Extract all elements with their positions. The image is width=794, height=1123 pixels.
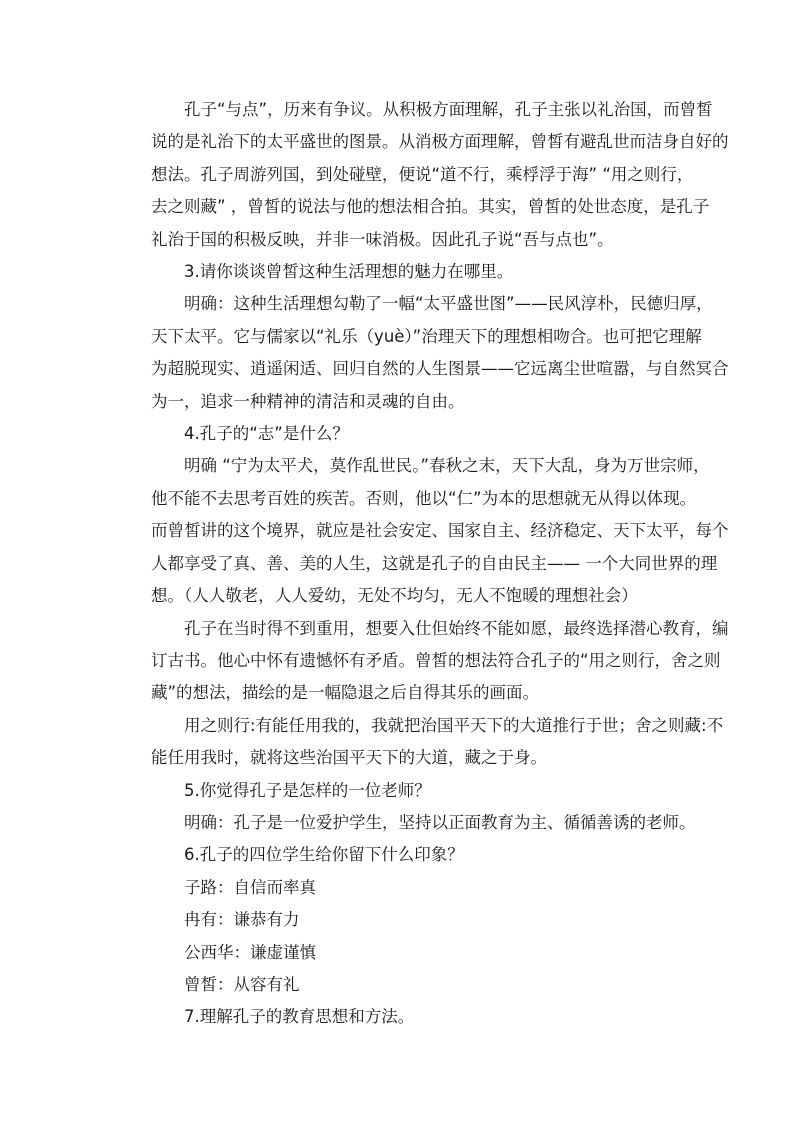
question-5 xyxy=(118,775,678,807)
document-body xyxy=(118,94,729,1034)
text-line: 3.请你谈谈曾皙这种生活理想的魅力在哪里。 xyxy=(184,262,514,282)
answer-5 xyxy=(118,807,696,839)
text-line: 订古书。他心中怀有遗憾怀有矛盾。曾皙的想法符合孔子的“用之则行，舍之则 xyxy=(151,650,721,670)
text-line: 为一，追求一种精神的清洁和灵魂的自由。 xyxy=(151,391,465,411)
text-line: 礼治于国的积极反映，并非一味消极。因此孔子说“吾与点也”。 xyxy=(151,229,614,249)
answer-3 xyxy=(118,288,729,418)
text-line: 能任用我时，就将这些治国平天下的大道，藏之于身。 xyxy=(151,748,547,768)
question-6 xyxy=(118,839,678,871)
student-zilu xyxy=(118,872,678,904)
question-4 xyxy=(118,418,678,450)
text-line: 明确：这种生活理想勾勒了一幅“太平盛世图”——民风淳朴，民德归厚， xyxy=(184,294,713,314)
question-7 xyxy=(118,1001,678,1033)
text-line: 曾皙：从容有礼 xyxy=(184,974,300,994)
student-zengxi xyxy=(118,969,678,1001)
text-line: 用之则行:有能任用我的，我就把治国平天下的大道推行于世；舍之则藏:不 xyxy=(184,715,724,735)
question-3 xyxy=(118,256,678,288)
text-line: 他不能不去思考百姓的疾苦。否则，他以“仁”为本的思想就无从得以体现。 xyxy=(151,488,697,508)
text-line: 想。（人人敬老，人人爱幼，无处不均匀，无人不饱暖的理想社会） xyxy=(151,586,638,606)
text-line: 而曾皙讲的这个境界，就应是社会安定、国家自主、经济稳定、天下太平，每个 xyxy=(151,521,729,541)
text-line: 孔子在当时得不到重用，想要入仕但始终不能如愿，最终选择潜心教育，编 xyxy=(184,618,729,638)
text-line: 想法。孔子周游列国，到处碰壁，便说“道不行，乘桴浮于海” “用之则行， xyxy=(151,164,694,184)
text-line: 7.理解孔子的教育思想和方法。 xyxy=(184,1007,415,1027)
text-line: 去之则藏” ，曾皙的说法与他的想法相合拍。其实，曾皙的处世态度，是孔子 xyxy=(151,197,710,217)
text-line: 为超脱现实、逍遥闲适、回归自然的人生图景——它远离尘世喧嚣，与自然冥合 xyxy=(151,359,729,379)
text-line: 子路：自信而率真 xyxy=(184,877,316,897)
text-line: 孔子“与点”，历来有争议。从积极方面理解，孔子主张以礼治国，而曾皙 xyxy=(184,100,713,119)
text-line: 6.孔子的四位学生给你留下什么印象？ xyxy=(184,845,464,865)
paragraph-yu-dian xyxy=(118,94,729,256)
text-line: 说的是礼治下的太平盛世的图景。从消极方面理解，曾皙有避乱世而洁身自好的 xyxy=(151,132,729,152)
text-line: 冉有：谦恭有力 xyxy=(184,910,300,930)
answer-4 xyxy=(118,450,729,612)
text-line: 4.孔子的“志”是什么？ xyxy=(184,424,349,444)
text-line: 明确 “宁为太平犬，莫作乱世民。”春秋之末，天下大乱，身为万世宗师， xyxy=(184,456,710,476)
text-line: 天下太平。它与儒家以“礼乐（yuè）”治理天下的理想相吻合。也可把它理解 xyxy=(151,326,702,346)
student-gongxihua xyxy=(118,937,678,969)
paragraph-confucius-career xyxy=(118,613,729,710)
text-line: 藏”的想法，描绘的是一幅隐退之后自得其乐的画面。 xyxy=(151,683,540,703)
text-line: 公西华：谦虚谨慎 xyxy=(184,942,316,962)
student-ranyou xyxy=(118,904,678,936)
text-line: 明确：孔子是一位爱护学生，坚持以正面教育为主、循循善诱的老师。 xyxy=(184,812,696,832)
paragraph-yong-zhi-ze-xing xyxy=(118,710,724,775)
text-line: 5.你觉得孔子是怎样的一位老师？ xyxy=(184,780,431,800)
text-line: 人都享受了真、善、美的人生，这就是孔子的自由民主—— 一个大同世界的理 xyxy=(151,553,718,573)
